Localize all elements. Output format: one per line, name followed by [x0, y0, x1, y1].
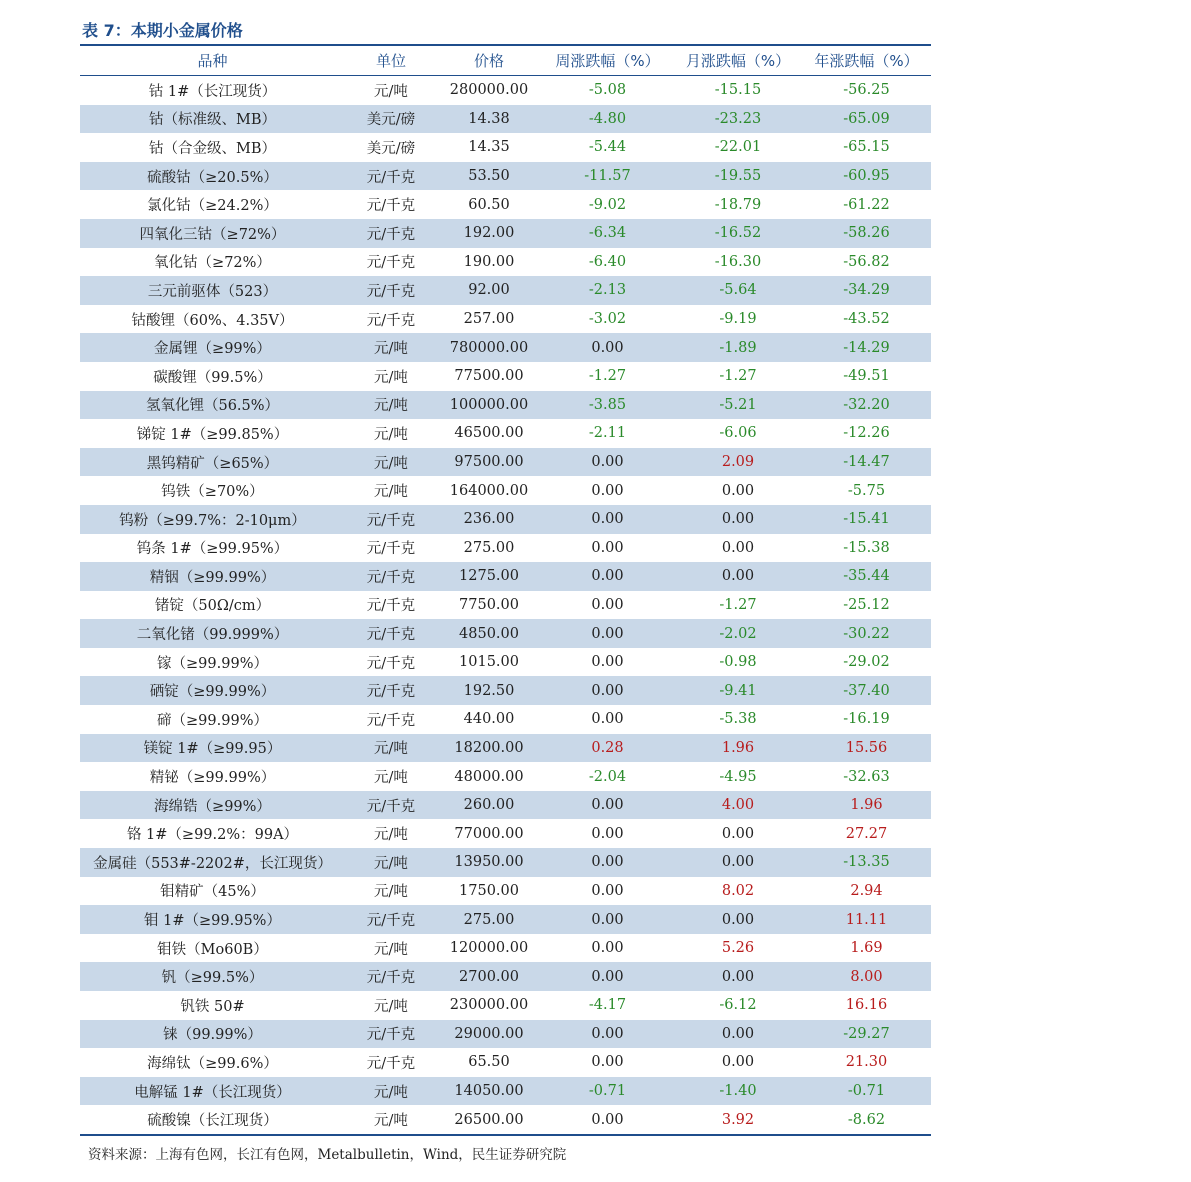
table-row [80, 1020, 931, 1049]
cell-variety: 氯化钴（≥24.2%） [147, 198, 278, 215]
cell-weekly-change: 0.00 [541, 962, 674, 991]
header-price: 价格 [437, 45, 541, 76]
cell-price: 14.35 [468, 139, 510, 156]
cell-unit: 元/千克 [345, 219, 437, 248]
cell-price: 14.38 [437, 105, 541, 134]
cell-weekly-change: -3.02 [588, 311, 627, 328]
cell-monthly-change: 2.09 [674, 448, 802, 477]
cell-variety: 钼 1#（≥99.95%） [80, 905, 345, 934]
cell-weekly-change: 0.00 [541, 505, 674, 534]
cell-yearly-change: -49.51 [843, 368, 890, 385]
cell-variety: 精铋（≥99.99%） [149, 770, 276, 787]
cell-weekly-change: 0.00 [591, 482, 624, 499]
table-row [80, 190, 931, 219]
source-note: 资料来源：上海有色网，长江有色网，Metalbulletin，Wind，民生证券研究院 [88, 1147, 567, 1163]
table-row [80, 734, 931, 763]
cell-monthly-change: -5.21 [674, 391, 802, 420]
cell-monthly-change: 5.26 [721, 940, 755, 957]
cell-weekly-change: 0.00 [591, 1054, 624, 1071]
cell-weekly-change: 0.00 [541, 676, 674, 705]
cell-monthly-change: -6.06 [719, 425, 757, 442]
cell-unit: 美元/磅 [345, 105, 437, 134]
table-row [80, 562, 931, 591]
cell-variety: 锑锭 1#（≥99.85%） [136, 426, 289, 443]
cell-variety: 金属锂（≥99%） [80, 333, 345, 362]
cell-variety: 钨铁（≥70%） [161, 484, 264, 501]
cell-monthly-change: 0.00 [674, 848, 802, 877]
cell-variety: 海绵锆（≥99%） [80, 791, 345, 820]
cell-yearly-change: 16.16 [845, 997, 888, 1014]
header-monthly-change: 月涨跌幅（%） [674, 45, 802, 76]
cell-variety: 海绵钛（≥99.6%） [147, 1055, 278, 1072]
cell-yearly-change: -37.40 [802, 676, 931, 705]
cell-yearly-change: -15.41 [802, 505, 931, 534]
cell-yearly-change: -65.15 [843, 139, 890, 156]
cell-yearly-change: 8.00 [802, 962, 931, 991]
cell-yearly-change: 1.69 [850, 940, 883, 957]
cell-unit: 元/千克 [345, 962, 437, 991]
cell-variety: 黑钨精矿（≥65%） [80, 448, 345, 477]
cell-weekly-change: -2.13 [541, 276, 674, 305]
cell-variety: 氧化钴（≥72%） [154, 255, 271, 272]
cell-yearly-change: 1.96 [802, 791, 931, 820]
cell-variety: 钼铁（Mo60B） [157, 941, 268, 958]
cell-weekly-change: -1.27 [588, 368, 627, 385]
table-row [80, 1105, 931, 1135]
cell-monthly-change: -1.89 [674, 333, 802, 362]
cell-unit: 元/千克 [366, 198, 416, 215]
table-row [80, 1077, 931, 1106]
cell-unit: 元/千克 [345, 676, 437, 705]
table-title: 表 7：本期小金属价格 [82, 21, 243, 40]
cell-variety: 钴（合金级、MB） [148, 140, 276, 157]
table-row [80, 934, 931, 963]
table-row [80, 362, 931, 391]
cell-variety: 硒锭（≥99.99%） [80, 676, 345, 705]
cell-price: 46500.00 [454, 425, 524, 442]
cell-unit: 元/千克 [366, 255, 416, 272]
cell-price: 7750.00 [459, 596, 519, 613]
cell-price: 13950.00 [437, 848, 541, 877]
cell-variety: 金属硅（553#-2202#，长江现货） [80, 848, 345, 877]
cell-unit: 元/吨 [345, 734, 437, 763]
cell-monthly-change: -22.01 [714, 139, 762, 156]
cell-unit: 元/千克 [345, 276, 437, 305]
cell-weekly-change: -5.08 [588, 82, 627, 99]
cell-price: 29000.00 [437, 1020, 541, 1049]
cell-weekly-change: 0.00 [591, 654, 624, 671]
cell-yearly-change: -25.12 [843, 596, 890, 613]
cell-unit: 元/吨 [374, 426, 408, 443]
cell-price: 257.00 [463, 311, 515, 328]
header-variety: 品种 [80, 45, 345, 76]
cell-price: 780000.00 [437, 333, 541, 362]
cell-weekly-change: 0.00 [541, 791, 674, 820]
cell-price: 236.00 [437, 505, 541, 534]
cell-weekly-change: -9.02 [588, 196, 627, 213]
cell-monthly-change: -5.38 [719, 711, 757, 728]
cell-unit: 元/吨 [374, 484, 408, 501]
cell-monthly-change: -23.23 [674, 105, 802, 134]
cell-price: 77500.00 [454, 368, 524, 385]
table-row [80, 219, 931, 248]
table-row [80, 962, 931, 991]
cell-weekly-change: 0.00 [541, 1020, 674, 1049]
cell-yearly-change: -58.26 [802, 219, 931, 248]
table-row [80, 391, 931, 420]
cell-price: 2700.00 [437, 962, 541, 991]
table-row [80, 162, 931, 191]
cell-monthly-change: -16.52 [674, 219, 802, 248]
cell-unit: 元/千克 [366, 712, 416, 729]
cell-yearly-change: -0.71 [802, 1077, 931, 1106]
cell-unit: 元/吨 [345, 848, 437, 877]
table-row [80, 705, 931, 734]
cell-monthly-change: -15.15 [714, 82, 762, 99]
cell-monthly-change: -18.79 [714, 196, 762, 213]
cell-yearly-change: -65.09 [802, 105, 931, 134]
table-row [80, 248, 931, 277]
cell-price: 14050.00 [437, 1077, 541, 1106]
cell-weekly-change: -4.80 [541, 105, 674, 134]
cell-variety: 四氧化三钴（≥72%） [80, 219, 345, 248]
header-yearly-change: 年涨跌幅（%） [802, 45, 931, 76]
table-row [80, 619, 931, 648]
table-row [80, 877, 931, 906]
cell-unit: 元/千克 [345, 505, 437, 534]
cell-yearly-change: -60.95 [802, 162, 931, 191]
cell-yearly-change: -14.29 [802, 333, 931, 362]
cell-variety: 钴 1#（长江现货） [148, 83, 277, 100]
table-row [80, 848, 931, 877]
table-header-row [80, 45, 931, 76]
cell-weekly-change: 0.00 [541, 448, 674, 477]
cell-price: 1750.00 [459, 882, 519, 899]
cell-unit: 元/吨 [345, 391, 437, 420]
table-row [80, 905, 931, 934]
cell-price: 260.00 [437, 791, 541, 820]
cell-weekly-change: -4.17 [588, 997, 627, 1014]
cell-variety: 镁锭 1#（≥99.95） [80, 734, 345, 763]
cell-monthly-change: -16.30 [714, 253, 762, 270]
cell-price: 230000.00 [449, 997, 529, 1014]
cell-price: 280000.00 [449, 82, 529, 99]
cell-weekly-change: 0.28 [541, 734, 674, 763]
cell-weekly-change: 0.00 [591, 940, 624, 957]
cell-weekly-change: -2.11 [588, 425, 627, 442]
cell-unit: 元/吨 [345, 1105, 437, 1135]
cell-variety: 二氧化锗（99.999%） [80, 619, 345, 648]
cell-yearly-change: -5.75 [847, 482, 886, 499]
table-row [80, 76, 931, 105]
cell-unit: 元/千克 [366, 655, 416, 672]
table-row [80, 1048, 931, 1077]
cell-variety: 碳酸锂（99.5%） [153, 369, 272, 386]
cell-price: 192.50 [437, 676, 541, 705]
cell-variety: 铬 1#（≥99.2%：99A） [126, 827, 299, 844]
cell-unit: 元/千克 [345, 905, 437, 934]
cell-monthly-change: 0.00 [721, 1054, 755, 1071]
cell-yearly-change: 21.30 [845, 1054, 888, 1071]
cell-price: 192.00 [437, 219, 541, 248]
cell-unit: 元/吨 [374, 884, 408, 901]
cell-weekly-change: 0.00 [541, 905, 674, 934]
cell-monthly-change: 0.00 [674, 562, 802, 591]
cell-unit: 元/吨 [345, 448, 437, 477]
cell-unit: 元/吨 [345, 1077, 437, 1106]
cell-unit: 元/千克 [345, 619, 437, 648]
table-row [80, 591, 931, 620]
cell-variety: 精铟（≥99.99%） [80, 562, 345, 591]
cell-monthly-change: 0.00 [721, 825, 755, 842]
cell-price: 97500.00 [437, 448, 541, 477]
cell-yearly-change: -32.20 [802, 391, 931, 420]
cell-monthly-change: -6.12 [719, 997, 757, 1014]
cell-variety: 镓（≥99.99%） [157, 655, 268, 672]
cell-price: 18200.00 [437, 734, 541, 763]
cell-price: 65.50 [468, 1054, 510, 1071]
cell-monthly-change: -9.41 [674, 676, 802, 705]
cell-unit: 元/千克 [366, 598, 416, 615]
cell-monthly-change: 0.00 [674, 505, 802, 534]
cell-monthly-change: 0.00 [674, 905, 802, 934]
cell-monthly-change: -19.55 [674, 162, 802, 191]
cell-monthly-change: 8.02 [721, 882, 755, 899]
cell-unit: 元/吨 [345, 333, 437, 362]
cell-weekly-change: 0.00 [591, 539, 624, 556]
cell-price: 275.00 [437, 905, 541, 934]
cell-unit: 元/吨 [374, 83, 408, 100]
cell-monthly-change: -2.02 [674, 619, 802, 648]
cell-monthly-change: -0.98 [719, 654, 757, 671]
cell-unit: 元/千克 [366, 312, 416, 329]
cell-yearly-change: 2.94 [850, 882, 883, 899]
table-row [80, 505, 931, 534]
cell-price: 4850.00 [437, 619, 541, 648]
table-row [80, 676, 931, 705]
cell-monthly-change: -1.27 [719, 596, 757, 613]
table-row [80, 276, 931, 305]
cell-variety: 硫酸镍（长江现货） [80, 1105, 345, 1135]
cell-yearly-change: -32.63 [843, 768, 890, 785]
cell-weekly-change: 0.00 [541, 562, 674, 591]
cell-unit: 元/千克 [345, 562, 437, 591]
table-row [80, 476, 931, 505]
cell-weekly-change: 0.00 [591, 825, 624, 842]
cell-price: 164000.00 [449, 482, 529, 499]
cell-weekly-change: 0.00 [591, 711, 624, 728]
cell-variety: 钴酸锂（60%、4.35V） [131, 312, 294, 329]
cell-monthly-change: 0.00 [674, 1020, 802, 1049]
cell-monthly-change: 1.96 [674, 734, 802, 763]
table-row [80, 762, 931, 791]
cell-monthly-change: -9.19 [719, 311, 757, 328]
cell-monthly-change: 4.00 [674, 791, 802, 820]
table-row [80, 648, 931, 677]
cell-unit: 元/吨 [374, 941, 408, 958]
cell-price: 60.50 [468, 196, 510, 213]
table-row [80, 791, 931, 820]
cell-price: 48000.00 [454, 768, 524, 785]
cell-yearly-change: -61.22 [843, 196, 890, 213]
cell-variety: 钒铁 50# [180, 998, 245, 1015]
cell-price: 120000.00 [449, 940, 529, 957]
cell-weekly-change: 0.00 [591, 882, 624, 899]
cell-monthly-change: 0.00 [721, 482, 755, 499]
cell-monthly-change: 0.00 [721, 539, 755, 556]
header-weekly-change: 周涨跌幅（%） [541, 45, 674, 76]
cell-weekly-change: 0.00 [541, 619, 674, 648]
table-row [80, 133, 931, 162]
cell-weekly-change: 0.00 [591, 596, 624, 613]
cell-unit: 元/吨 [374, 998, 408, 1015]
cell-weekly-change: -11.57 [541, 162, 674, 191]
cell-yearly-change: -56.25 [843, 82, 890, 99]
cell-unit: 元/千克 [366, 541, 416, 558]
cell-variety: 锗锭（50Ω/cm） [154, 598, 271, 615]
cell-price: 275.00 [463, 539, 515, 556]
cell-yearly-change: -16.19 [843, 711, 890, 728]
cell-monthly-change: -4.95 [719, 768, 757, 785]
cell-variety: 三元前驱体（523） [80, 276, 345, 305]
cell-weekly-change: -5.44 [588, 139, 627, 156]
cell-unit: 元/吨 [374, 770, 408, 787]
cell-variety: 电解锰 1#（长江现货） [80, 1077, 345, 1106]
cell-monthly-change: -1.40 [674, 1077, 802, 1106]
cell-monthly-change: 3.92 [674, 1105, 802, 1135]
table-row [80, 991, 931, 1020]
metal-price-table [80, 44, 931, 1136]
table-row [80, 105, 931, 134]
cell-price: 1015.00 [459, 654, 519, 671]
cell-yearly-change: -56.82 [843, 253, 890, 270]
table-row [80, 448, 931, 477]
cell-variety: 氢氧化锂（56.5%） [80, 391, 345, 420]
cell-weekly-change: -6.40 [588, 253, 627, 270]
cell-yearly-change: -13.35 [802, 848, 931, 877]
cell-yearly-change: 27.27 [845, 825, 888, 842]
cell-weekly-change: 0.00 [541, 848, 674, 877]
cell-variety: 钨条 1#（≥99.95%） [136, 541, 289, 558]
cell-yearly-change: -34.29 [802, 276, 931, 305]
cell-unit: 元/吨 [374, 369, 408, 386]
cell-unit: 元/千克 [366, 1055, 416, 1072]
cell-yearly-change: -12.26 [843, 425, 890, 442]
cell-yearly-change: -29.02 [843, 654, 890, 671]
cell-weekly-change: -3.85 [541, 391, 674, 420]
cell-unit: 元/千克 [345, 791, 437, 820]
cell-price: 77000.00 [454, 825, 524, 842]
cell-weekly-change: 0.00 [541, 1105, 674, 1135]
cell-yearly-change: -43.52 [843, 311, 890, 328]
table-row [80, 534, 931, 563]
cell-yearly-change: -8.62 [802, 1105, 931, 1135]
cell-yearly-change: 11.11 [802, 905, 931, 934]
cell-weekly-change: 0.00 [541, 333, 674, 362]
cell-monthly-change: -1.27 [719, 368, 757, 385]
cell-unit: 元/千克 [345, 1020, 437, 1049]
cell-unit: 美元/磅 [366, 140, 416, 157]
cell-unit: 元/吨 [374, 827, 408, 844]
cell-variety: 钼精矿（45%） [160, 884, 265, 901]
cell-variety: 钴（标准级、MB） [80, 105, 345, 134]
cell-monthly-change: -5.64 [674, 276, 802, 305]
cell-yearly-change: 15.56 [802, 734, 931, 763]
table-row [80, 419, 931, 448]
cell-variety: 钨粉（≥99.7%：2-10μm） [80, 505, 345, 534]
cell-price: 92.00 [437, 276, 541, 305]
cell-price: 440.00 [463, 711, 515, 728]
cell-price: 100000.00 [437, 391, 541, 420]
cell-price: 190.00 [463, 253, 515, 270]
table-row [80, 819, 931, 848]
cell-price: 26500.00 [437, 1105, 541, 1135]
cell-variety: 铼（99.99%） [80, 1020, 345, 1049]
cell-yearly-change: -35.44 [802, 562, 931, 591]
header-unit: 单位 [345, 45, 437, 76]
cell-weekly-change: -6.34 [541, 219, 674, 248]
cell-variety: 钒（≥99.5%） [80, 962, 345, 991]
cell-price: 1275.00 [437, 562, 541, 591]
cell-variety: 碲（≥99.99%） [157, 712, 268, 729]
table-row [80, 333, 931, 362]
cell-monthly-change: 0.00 [674, 962, 802, 991]
cell-variety: 硫酸钴（≥20.5%） [80, 162, 345, 191]
cell-yearly-change: -29.27 [802, 1020, 931, 1049]
cell-yearly-change: -30.22 [802, 619, 931, 648]
cell-yearly-change: -15.38 [843, 539, 890, 556]
cell-weekly-change: -2.04 [588, 768, 627, 785]
cell-weekly-change: -0.71 [541, 1077, 674, 1106]
cell-yearly-change: -14.47 [802, 448, 931, 477]
table-row [80, 305, 931, 334]
cell-price: 53.50 [437, 162, 541, 191]
cell-unit: 元/千克 [345, 162, 437, 191]
